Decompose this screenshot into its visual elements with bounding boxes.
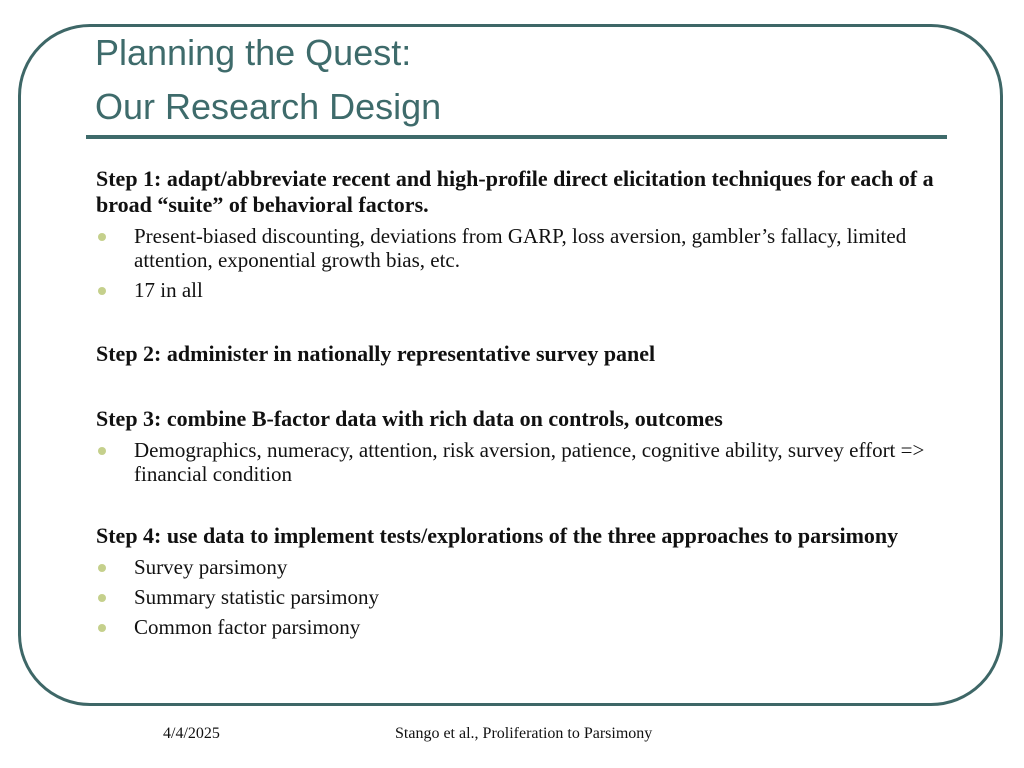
step-heading: Step 1: adapt/abbreviate recent and high-profile direct elicitation techniques for each of a broad “suite” of behavioral factors. xyxy=(96,166,934,217)
footer-date: 4/4/2025 xyxy=(163,725,220,742)
list-item xyxy=(96,585,936,609)
slide-body xyxy=(96,166,936,639)
bullet-list xyxy=(96,555,936,639)
bullet-dot-icon xyxy=(98,287,106,295)
footer-source: Stango et al., Proliferation to Parsimony xyxy=(395,725,653,742)
list-item xyxy=(96,555,936,579)
bullet-text: Survey parsimony xyxy=(134,555,288,579)
step-heading: Step 3: combine B-factor data with rich data on controls, outcomes xyxy=(96,406,723,431)
bullet-dot-icon xyxy=(98,233,106,241)
step-1 xyxy=(96,166,936,302)
bullet-text: Common factor parsimony xyxy=(134,615,361,639)
bullet-dot-icon xyxy=(98,447,106,455)
bullet-dot-icon xyxy=(98,564,106,572)
step-heading: Step 2: administer in nationally representative survey panel xyxy=(96,341,656,366)
title-line-1: Planning the Quest: xyxy=(95,32,412,73)
bullet-list xyxy=(96,224,936,302)
bullet-list xyxy=(96,438,936,486)
step-2 xyxy=(96,341,936,367)
slide-title xyxy=(95,26,441,134)
step-3 xyxy=(96,406,936,486)
list-item xyxy=(96,278,936,302)
list-item xyxy=(96,224,936,272)
title-divider xyxy=(86,135,947,139)
step-4 xyxy=(96,523,936,639)
title-line-2: Our Research Design xyxy=(95,86,442,127)
bullet-dot-icon xyxy=(98,594,106,602)
list-item xyxy=(96,615,936,639)
step-heading: Step 4: use data to implement tests/explorations of the three approaches to parsimony xyxy=(96,523,899,548)
bullet-text: Present-biased discounting, deviations from GARP, loss aversion, gambler’s fallacy, limited attention, exponential growth bias, etc. xyxy=(134,224,907,272)
bullet-text: 17 in all xyxy=(134,278,203,302)
bullet-text: Summary statistic parsimony xyxy=(134,585,379,609)
list-item xyxy=(96,438,936,486)
bullet-dot-icon xyxy=(98,624,106,632)
bullet-text: Demographics, numeracy, attention, risk aversion, patience, cognitive ability, survey effort => financial condition xyxy=(134,438,925,486)
